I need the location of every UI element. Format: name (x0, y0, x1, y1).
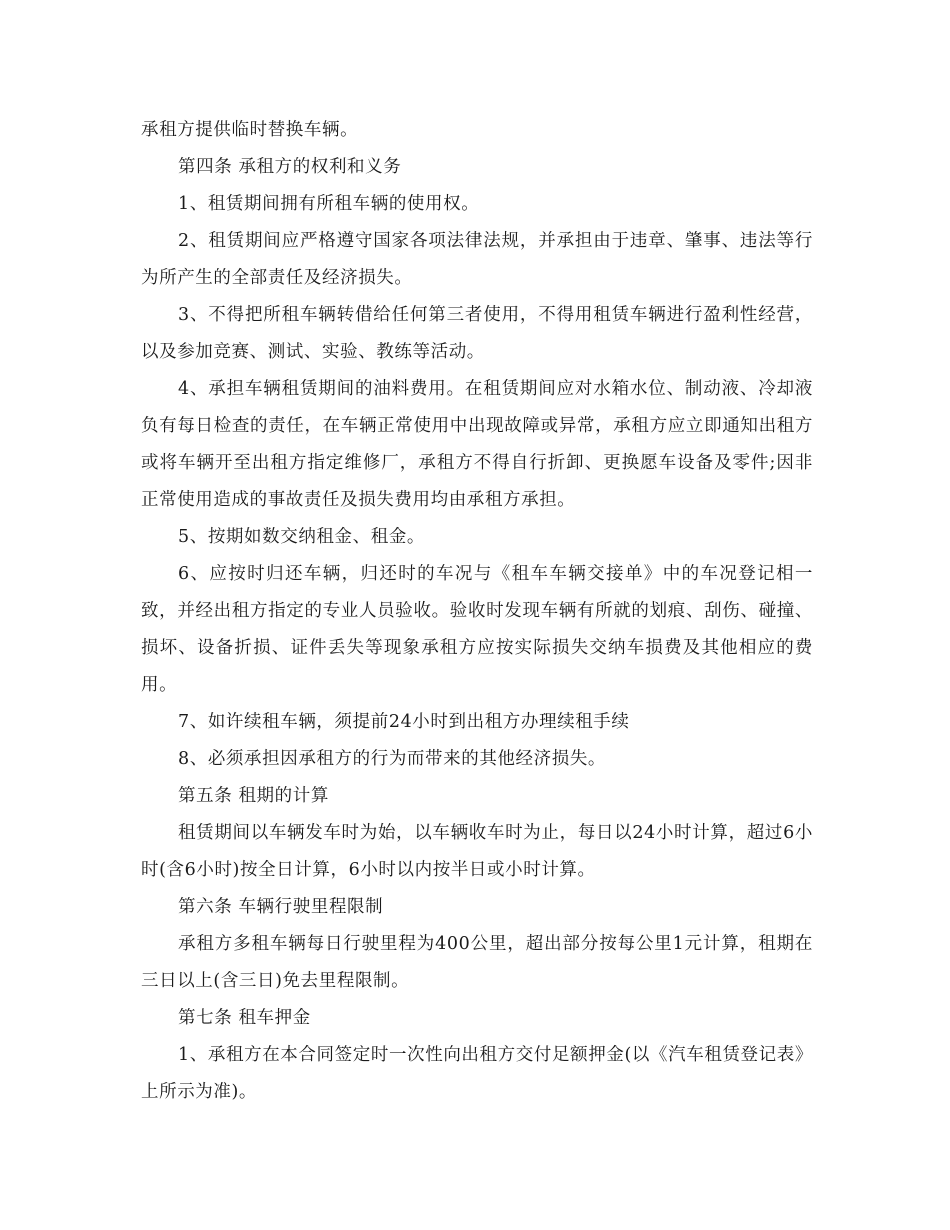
article-4-item-6: 6、应按时归还车辆，归还时的车况与《租车车辆交接单》中的车况登记相一致，并经出租方指定的专业人员验收。验收时发现车辆有所就的划痕、刮伤、碰撞、损坏、设备折损、证件丢失等现象承租方应按实际损失交纳车损费及其他相应的费用。 (141, 564, 813, 695)
article-6-text: 承租方多租车辆每日行驶里程为400公里，超出部分按每公里1元计算，租期在三日以上(含三日)免去里程限制。 (141, 934, 813, 991)
article-7-heading: 第七条 租车押金 (178, 1008, 311, 1028)
article-5-heading: 第五条 租期的计算 (178, 786, 329, 806)
article-4-item-2: 2、租赁期间应严格遵守国家各项法律法规，并承担由于违章、肇事、违法等行为所产生的全部责任及经济损失。 (141, 231, 813, 288)
article-4-item-8: 8、必须承担因承租方的行为而带来的其他经济损失。 (178, 749, 607, 769)
document-page (141, 112, 813, 1111)
article-6-heading: 第六条 车辆行驶里程限制 (178, 897, 384, 917)
paragraph-continuation: 承租方提供临时替换车辆。 (141, 120, 359, 140)
article-4-item-1: 1、租赁期间拥有所租车辆的使用权。 (178, 194, 480, 214)
article-4-heading: 第四条 承租方的权利和义务 (178, 157, 402, 177)
article-4-item-7: 7、如许续租车辆，须提前24小时到出租方办理续租手续 (178, 712, 630, 732)
article-5-text: 租赁期间以车辆发车时为始，以车辆收车时为止，每日以24小时计算，超过6小时(含6小时)按全日计算，6小时以内按半日或小时计算。 (141, 823, 813, 880)
article-7-item-1: 1、承租方在本合同签定时一次性向出租方交付足额押金(以《汽车租赁登记表》上所示为准)。 (141, 1045, 813, 1102)
article-4-item-3: 3、不得把所租车辆转借给任何第三者使用，不得用租赁车辆进行盈利性经营，以及参加竞赛、测试、实验、教练等活动。 (141, 305, 813, 362)
article-4-item-4: 4、承担车辆租赁期间的油料费用。在租赁期间应对水箱水位、制动液、冷却液负有每日检查的责任，在车辆正常使用中出现故障或异常，承租方应立即通知出租方或将车辆开至出租方指定维修厂，承租方不得自行折卸、更换愿车设备及零件;因非正常使用造成的事故责任及损失费用均由承租方承担。 (141, 379, 813, 510)
article-4-item-5: 5、按期如数交纳租金、租金。 (178, 527, 426, 547)
